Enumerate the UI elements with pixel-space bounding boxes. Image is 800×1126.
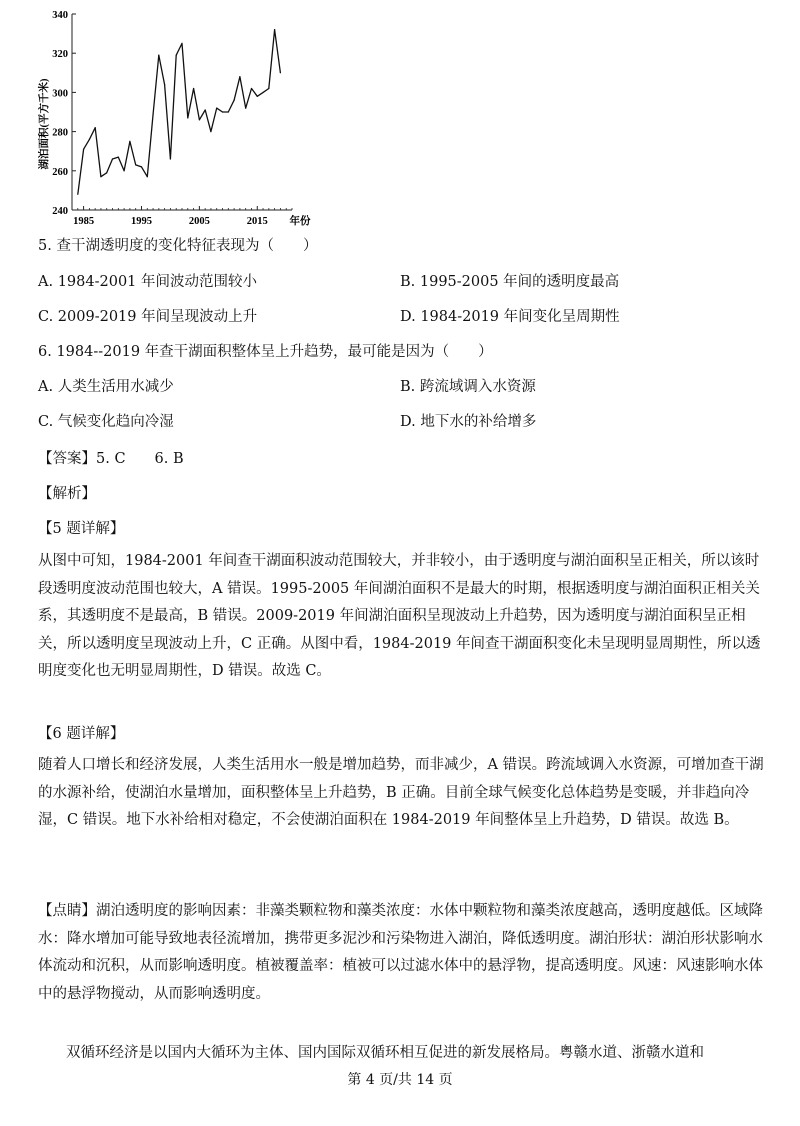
chart-xlabel: 年份 <box>289 216 311 227</box>
q5-detail-title: 【5 题详解】 <box>38 521 125 537</box>
q5-option-b: B. 1995-2005 年间的透明度最高 <box>400 274 620 290</box>
data-point <box>263 92 264 93</box>
data-point <box>234 100 235 101</box>
data-point <box>158 55 159 56</box>
data-point <box>112 158 113 159</box>
q6-detail-paragraph: 随着人口增长和经济发展，人类生活用水一般是增加趋势，而非减少，A 错误。跨流域调入水资源，可增加查干湖的水源补给，使湖泊水量增加，面积整体呈上升趋势，B 正确。目前全球气候变化总体趋势是变暖，并非趋向冷湿，C 错误。地下水补给相对稳定，不会使湖泊面积在 1984-2019 年间整体呈上升趋势，D 错误。故选 B。 <box>38 757 764 829</box>
data-point <box>89 139 90 140</box>
data-point <box>199 119 200 120</box>
data-point <box>95 127 96 128</box>
y-tick-label: 260 <box>52 166 68 178</box>
y-tick-label: 280 <box>52 127 68 139</box>
q6-option-b: B. 跨流域调入水资源 <box>400 379 536 395</box>
data-point <box>268 88 269 89</box>
next-section-paragraph: 双循环经济是以国内大循环为主体、国内国际双循环相互促进的新发展格局。粤赣水道、浙赣水道和 <box>66 1045 704 1061</box>
data-point <box>280 72 281 73</box>
y-tick-label: 240 <box>52 206 68 217</box>
data-point <box>239 76 240 77</box>
data-point <box>106 172 107 173</box>
data-point <box>193 88 194 89</box>
answer-line: 【答案】5. C 6. B <box>38 451 184 467</box>
x-tick-label: 1985 <box>73 216 95 227</box>
page-footer: 第 4 页/共 14 页 <box>347 1072 453 1088</box>
q6-stem: 6. 1984--2019 年查干湖面积整体呈上升趋势，最可能是因为（ ） <box>38 344 493 360</box>
y-tick-label: 320 <box>52 49 68 61</box>
data-point <box>153 113 154 114</box>
q6-option-a: A. 人类生活用水减少 <box>38 379 174 395</box>
data-point <box>216 108 217 109</box>
q5-stem: 5. 查干湖透明度的变化特征表现为（ ） <box>38 238 318 254</box>
q5-option-c: C. 2009-2019 年间呈现波动上升 <box>38 309 258 325</box>
data-point <box>210 131 211 132</box>
data-point <box>205 109 206 110</box>
q5-detail-text <box>38 548 768 686</box>
q5-option-d: D. 1984-2019 年间变化呈周期性 <box>400 309 620 325</box>
q6-detail-title: 【6 题详解】 <box>38 726 125 742</box>
tip-text <box>38 898 768 1008</box>
q6-option-c: C. 气候变化趋向冷湿 <box>38 414 174 430</box>
data-point <box>141 166 142 167</box>
y-tick-label: 300 <box>52 88 68 100</box>
data-point <box>100 176 101 177</box>
data-point <box>129 141 130 142</box>
chart-series <box>77 29 281 195</box>
x-tick-label: 1995 <box>130 216 152 227</box>
data-point <box>135 164 136 165</box>
data-point <box>245 108 246 109</box>
data-point <box>118 157 119 158</box>
data-point <box>187 117 188 118</box>
data-point <box>147 176 148 177</box>
q6-detail-text <box>38 752 768 835</box>
data-point <box>170 158 171 159</box>
lake-area-line <box>78 30 281 195</box>
data-point <box>124 170 125 171</box>
next-section-text <box>66 1040 776 1068</box>
data-point <box>222 111 223 112</box>
data-point <box>257 96 258 97</box>
data-point <box>181 43 182 44</box>
chart-ylabel: 湖泊面积(平方千米) <box>39 78 50 170</box>
data-point <box>228 111 229 112</box>
q5-option-a: A. 1984-2001 年间波动范围较小 <box>38 274 258 290</box>
y-tick-label: 340 <box>52 10 68 21</box>
data-point <box>77 194 78 195</box>
data-point <box>83 149 84 150</box>
tip-paragraph: 【点睛】湖泊透明度的影响因素：非藻类颗粒物和藻类浓度：水体中颗粒物和藻类浓度越高，透明度越低。区域降水：降水增加可能导致地表径流增加，携带更多泥沙和污染物进入湖泊，降低透明度。湖泊形状：湖泊形状影响水体流动和沉积，从而影响透明度。植被覆盖率：植被可以过滤水体中的悬浮物，提高透明度。风速：风速影响水体中的悬浮物搅动，从而影响透明度。 <box>38 903 763 1002</box>
lake-area-chart <box>30 6 330 238</box>
analysis-heading: 【解析】 <box>38 486 96 502</box>
q5-detail-paragraph: 从图中可知，1984-2001 年间查干湖面积波动范围较大，并非较小，由于透明度与湖泊面积呈正相关，所以该时段透明度波动范围也较大，A 错误。1995-2005 年间湖泊面积不是最大的时期，根据透明度与湖泊面积正相关关系，其透明度不是最高，B 错误。2009-2019 年间湖泊面积呈现波动上升趋势，因为透明度与湖泊面积呈正相关，所以透明度呈现波动上升，C 正确。从图中看，1984-2019 年间查干湖面积变化未呈现明显周期性，所以透明度变化也无明显周期性，D 错误。故选 C。 <box>38 553 761 680</box>
q6-option-d: D. 地下水的补给增多 <box>400 414 537 430</box>
x-tick-label: 2015 <box>246 216 268 227</box>
data-point <box>164 84 165 85</box>
x-tick-label: 2005 <box>188 216 210 227</box>
data-point <box>176 55 177 56</box>
data-point <box>274 29 275 30</box>
data-point <box>251 88 252 89</box>
